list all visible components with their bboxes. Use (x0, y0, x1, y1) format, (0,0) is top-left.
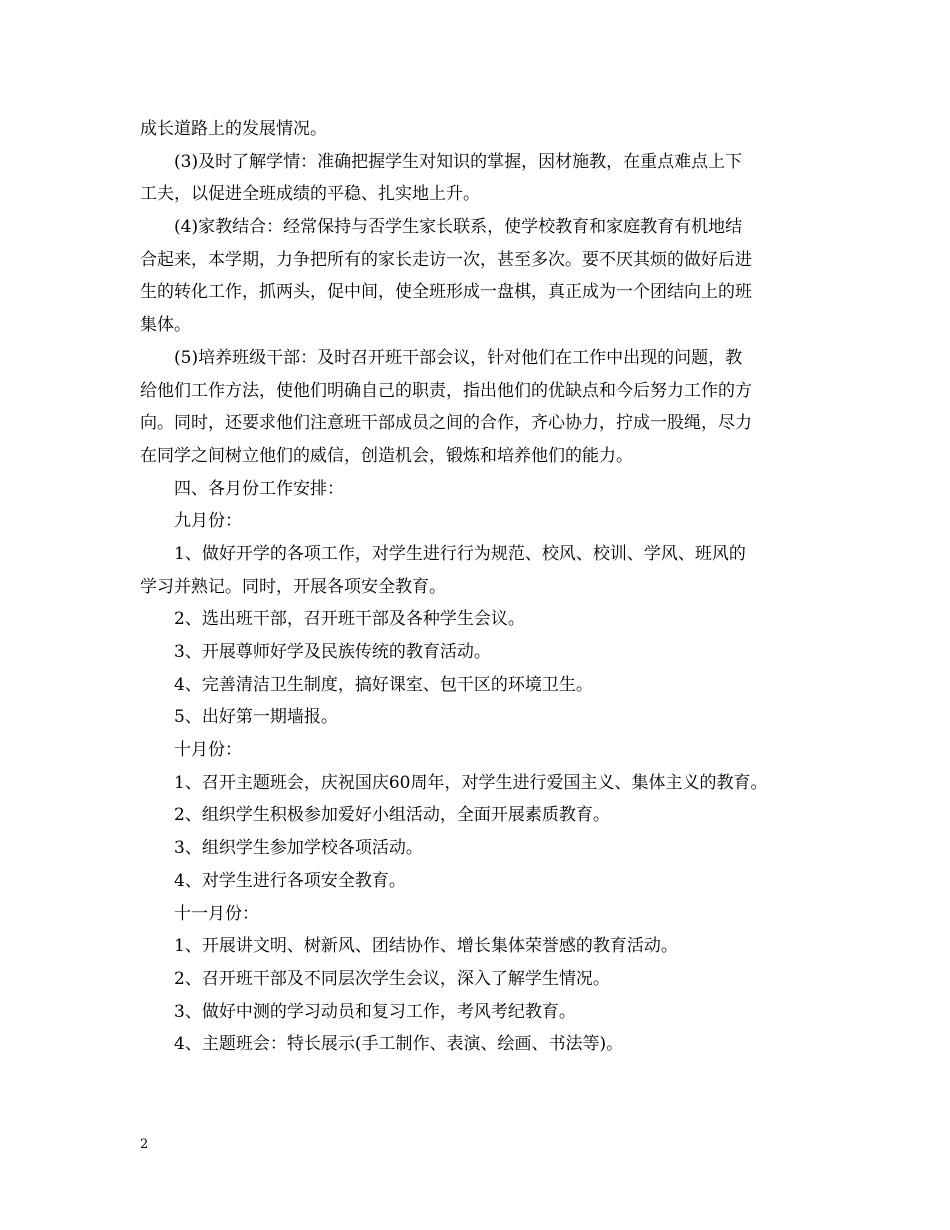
document-body (140, 113, 816, 1061)
text-line: 给他们工作方法，使他们明确自己的职责，指出他们的优缺点和今后努力工作的方 (140, 380, 752, 401)
text-line: 3、开展尊师好学及民族传统的教育活动。 (174, 642, 491, 662)
text-line: 向。同时，还要求他们注意班干部成员之间的合作，齐心协力，拧成一股绳，尽力 (140, 413, 752, 434)
text-line: 四、各月份工作安排： (174, 478, 344, 499)
text-line: 工夫，以促进全班成绩的平稳、扎实地上升。 (140, 184, 480, 205)
text-line: 学习并熟记。同时，开展各项安全教育。 (140, 576, 446, 597)
text-line: 合起来，本学期，力争把所有的家长走访一次，甚至多次。要不厌其烦的做好后进 (140, 249, 752, 270)
text-line: 2、组织学生积极参加爱好小组活动，全面开展素质教育。 (174, 805, 610, 826)
text-line: 4、主题班会：特长展示(手工制作、表演、绘画、书法等)。 (174, 1034, 624, 1055)
text-line: 九月份： (174, 511, 242, 532)
text-line: 2、选出班干部，召开班干部及各种学生会议。 (174, 609, 525, 630)
page-number: 2 (140, 1137, 149, 1152)
text-line: 3、做好中测的学习动员和复习工作，考风考纪教育。 (174, 1001, 576, 1022)
text-line: (3)及时了解学情：准确把握学生对知识的掌握，因材施教，在重点难点上下 (174, 151, 743, 172)
text-line: 1、召开主题班会，庆祝国庆60周年，对学生进行爱国主义、集体主义的教育。 (174, 772, 768, 793)
text-line: 4、对学生进行各项安全教育。 (174, 870, 406, 891)
text-line: 2、召开班干部及不同层次学生会议，深入了解学生情况。 (174, 968, 610, 989)
text-line: 十月份： (174, 740, 242, 761)
text-line: (5)培养班级干部：及时召开班干部会议，针对他们在工作中出现的问题，教 (174, 347, 743, 368)
text-line: 5、出好第一期墙报。 (174, 707, 338, 728)
text-line: 成长道路上的发展情况。 (140, 119, 327, 139)
text-line: 生的转化工作，抓两头，促中间，使全班形成一盘棋，真正成为一个团结向上的班 (140, 282, 752, 303)
text-line: 4、完善清洁卫生制度，搞好课室、包干区的环境卫生。 (174, 674, 593, 695)
text-line: 3、组织学生参加学校各项活动。 (174, 838, 423, 859)
text-line: 十一月份： (174, 903, 259, 924)
text-line: 在同学之间树立他们的威信，创造机会，锻炼和培养他们的能力。 (140, 445, 633, 466)
text-line: (4)家教结合：经常保持与否学生家长联系，使学校教育和家庭教育有机地结 (174, 217, 743, 238)
text-line: 1、开展讲文明、树新风、团结协作、增长集体荣誉感的教育活动。 (174, 936, 678, 957)
text-line: 1、做好开学的各项工作，对学生进行行为规范、校风、校训、学风、班风的 (174, 543, 746, 564)
text-line: 集体。 (140, 315, 191, 336)
